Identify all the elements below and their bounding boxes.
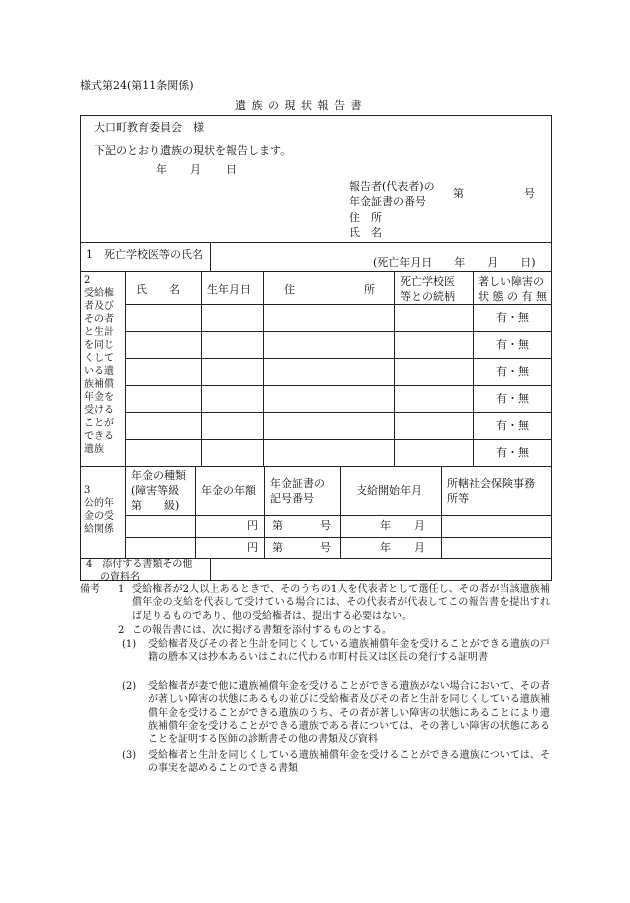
rule — [473, 271, 474, 466]
disability-choice: 有・無 — [496, 446, 529, 459]
col-disability-header-1: 著しい障害の — [478, 275, 544, 288]
disability-choice: 有・無 — [496, 365, 529, 378]
col-relation-header-2: 等との続柄 — [400, 290, 455, 303]
subnote-3: 受給権者と生計を同じくしている遺族補償年金を受けることができる遺族については、その事実を認めることのできる書類 — [148, 750, 550, 775]
note-2: この報告書には、次に掲げる書類を添付するものとする。 — [132, 625, 392, 636]
reporter-name-label: 氏 名 — [349, 226, 382, 239]
rule — [125, 412, 552, 413]
yen-unit: 円 — [247, 541, 258, 554]
page-title: 遺 族 の 現 状 報 告 書 — [235, 99, 363, 112]
reporter-address-label: 住 所 — [349, 211, 382, 224]
rule — [125, 537, 552, 538]
subnote-1: 受給権者及びその者と生計を同じくしている遺族補償年金を受けることができる遺族の戸籍の謄本又は抄本あるいはこれに代わる市町村長又は区長の発行する証明書 — [148, 639, 550, 664]
pension-number-suffix: 号 — [524, 187, 535, 200]
yen-unit: 円 — [247, 519, 258, 532]
note-1: 受給権者が2人以上あるときで、そのうちの1人を代表者として選任し、その者が当該遺族補償年金の支給を代表して受けている場合には、その代表者が代表してこの報告書を提出すれば足りるものであり、他の受給権者は、提出する必要はない。 — [132, 584, 550, 622]
rule — [340, 466, 341, 558]
notes-heading: 備考 — [80, 584, 100, 595]
cert-suffix: 号 — [320, 541, 331, 554]
subnote-2-number: (2) — [122, 681, 137, 692]
col-name-header: 氏 名 — [136, 283, 180, 296]
pension-number-label-2: 年金証書の番号 — [349, 195, 426, 208]
rule — [195, 466, 196, 558]
section4-label-1: 4 添付する書類その他 — [86, 559, 193, 570]
rule — [125, 466, 126, 558]
disability-choice: 有・無 — [496, 338, 529, 351]
rule — [125, 271, 126, 466]
rule — [263, 271, 264, 466]
rule — [441, 466, 442, 558]
subnote-1-number: (1) — [122, 639, 137, 650]
addressee: 大口町教育委員会 様 — [94, 121, 204, 134]
col-birthdate-header: 生年月日 — [207, 283, 251, 296]
col-pension-type-1: 年金の種類 — [131, 469, 186, 482]
rule — [80, 242, 552, 243]
section2-side-label: 2 受給権 者及び その者 と生計 を同じ くして いる遺 族補償 年金を 受ける ことが できる 遺族 — [84, 275, 114, 455]
col-pension-type-3: 第 級) — [131, 499, 180, 512]
cert-prefix: 第 — [272, 519, 283, 532]
section3-side-label: 3 公的年 金の受 給関係 — [84, 485, 114, 535]
disability-choice: 有・無 — [496, 311, 529, 324]
pension-number-label-1: 報告者(代表者)の — [349, 180, 435, 193]
col-office-1: 所轄社会保険事務 — [447, 477, 535, 490]
pension-number-prefix: 第 — [453, 187, 464, 200]
form-number: 様式第24(第11条関係) — [80, 79, 194, 92]
rule — [264, 466, 265, 558]
col-start-date: 支給開始年月 — [356, 484, 422, 497]
rule — [394, 271, 395, 466]
subnote-2: 受給権者が妻で他に遺族補償年金を受けることができる遺族がない場合において、その者が著しい障害の状態にあるもの並びに受給権者及びその者と生計を同じくしている遺族補償年金を受けることができる遺族のうち、その者が著しい障害の状態にあることにより遺族補償年金を受けることができる遺族である者については、その著しい障害の状態にあることを証明する医師の診断書その他の書類及び資料 — [148, 681, 550, 746]
rule — [201, 271, 202, 466]
section4-label-2: の資料名 — [100, 572, 140, 583]
rule — [210, 242, 211, 271]
start-month-unit: 月 — [414, 541, 425, 554]
date-year-label: 年 — [156, 163, 167, 176]
death-date-field: (死亡年月日 年 月 日) — [373, 256, 536, 269]
note-2-number: 2 — [118, 625, 125, 636]
rule — [125, 385, 552, 386]
col-address-header-2: 所 — [364, 283, 375, 296]
col-office-2: 所等 — [447, 492, 469, 505]
rule — [80, 271, 552, 272]
section1-label: 1 死亡学校医等の氏名 — [86, 248, 203, 261]
col-address-header-1: 住 — [284, 283, 295, 296]
rule — [210, 558, 211, 581]
start-year-unit: 年 — [380, 541, 391, 554]
col-certificate-2: 記号番号 — [270, 492, 314, 505]
rule — [125, 358, 552, 359]
rule — [80, 466, 552, 467]
cert-suffix: 号 — [320, 519, 331, 532]
rule — [125, 331, 552, 332]
subnote-3-number: (3) — [122, 750, 137, 761]
cert-prefix: 第 — [272, 541, 283, 554]
disability-choice: 有・無 — [496, 392, 529, 405]
note-1-number: 1 — [118, 584, 125, 595]
disability-choice: 有・無 — [496, 419, 529, 432]
date-month-label: 月 — [190, 163, 201, 176]
rule — [125, 439, 552, 440]
col-pension-type-2: (障害等級 — [131, 484, 180, 497]
col-pension-amount: 年金の年額 — [201, 484, 256, 497]
col-relation-header-1: 死亡学校医 — [400, 275, 455, 288]
rule — [125, 515, 552, 516]
col-certificate-1: 年金証書の — [270, 477, 325, 490]
rule — [125, 304, 552, 305]
start-month-unit: 月 — [414, 519, 425, 532]
col-disability-header-2: 状 態 の 有 無 — [478, 290, 547, 303]
report-statement: 下記のとおり遺族の現状を報告します。 — [94, 144, 292, 157]
date-day-label: 日 — [226, 163, 237, 176]
start-year-unit: 年 — [380, 519, 391, 532]
